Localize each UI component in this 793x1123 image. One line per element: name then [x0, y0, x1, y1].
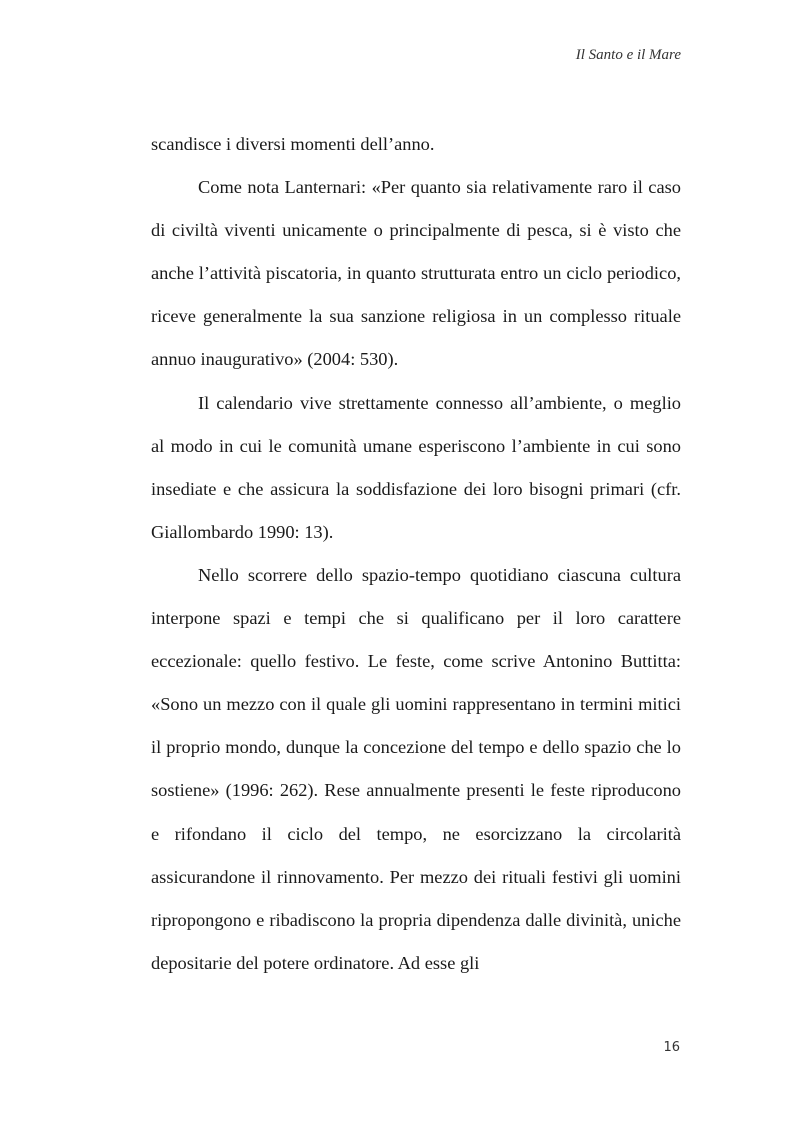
paragraph-lanternari-quote: Come nota Lanternari: «Per quanto sia relativamente raro il caso di civiltà viventi unicamente o principalmente di pesca, si è visto che anche l’attività piscatoria, in quanto strutturata entro un ciclo periodico, riceve generalmente la sua sanzione religiosa in un complesso rituale annuo inaugurativo» (2004: 530).	[151, 177, 681, 370]
paragraph-feste: Nello scorrere dello spazio-tempo quotidiano ciascuna cultura interpone spazi e tempi che si qualificano per il loro carattere eccezionale: quello festivo. Le feste, come scrive Antonino Buttitta: «Sono un mezzo con il quale gli uomini rappresentano in termini mitici il proprio mondo, dunque la concezione del tempo e dello spazio che lo sostiene» (1996: 262). Rese annualmente presenti le feste riproducono e rifondano il ciclo del tempo, ne esorcizzano la circolarità assicurandone il rinnovamento. Per mezzo dei rituali festivi gli uomini ripropongono e ribadiscono la propria dipendenza dalle divinità, uniche depositarie del potere ordinatore. Ad esse gli	[151, 564, 681, 973]
paragraph-calendario: Il calendario vive strettamente connesso all’ambiente, o meglio al modo in cui le comunità umane esperiscono l’ambiente in cui sono insediate e che assicura la soddisfazione dei loro bisogni primari (cfr. Giallombardo 1990: 13).	[151, 392, 681, 542]
paragraph-continuation: scandisce i diversi momenti dell’anno.	[151, 134, 435, 154]
running-header-title: Il Santo e il Mare	[575, 47, 681, 63]
body-text	[151, 123, 681, 985]
page-number: 16	[663, 1040, 680, 1055]
